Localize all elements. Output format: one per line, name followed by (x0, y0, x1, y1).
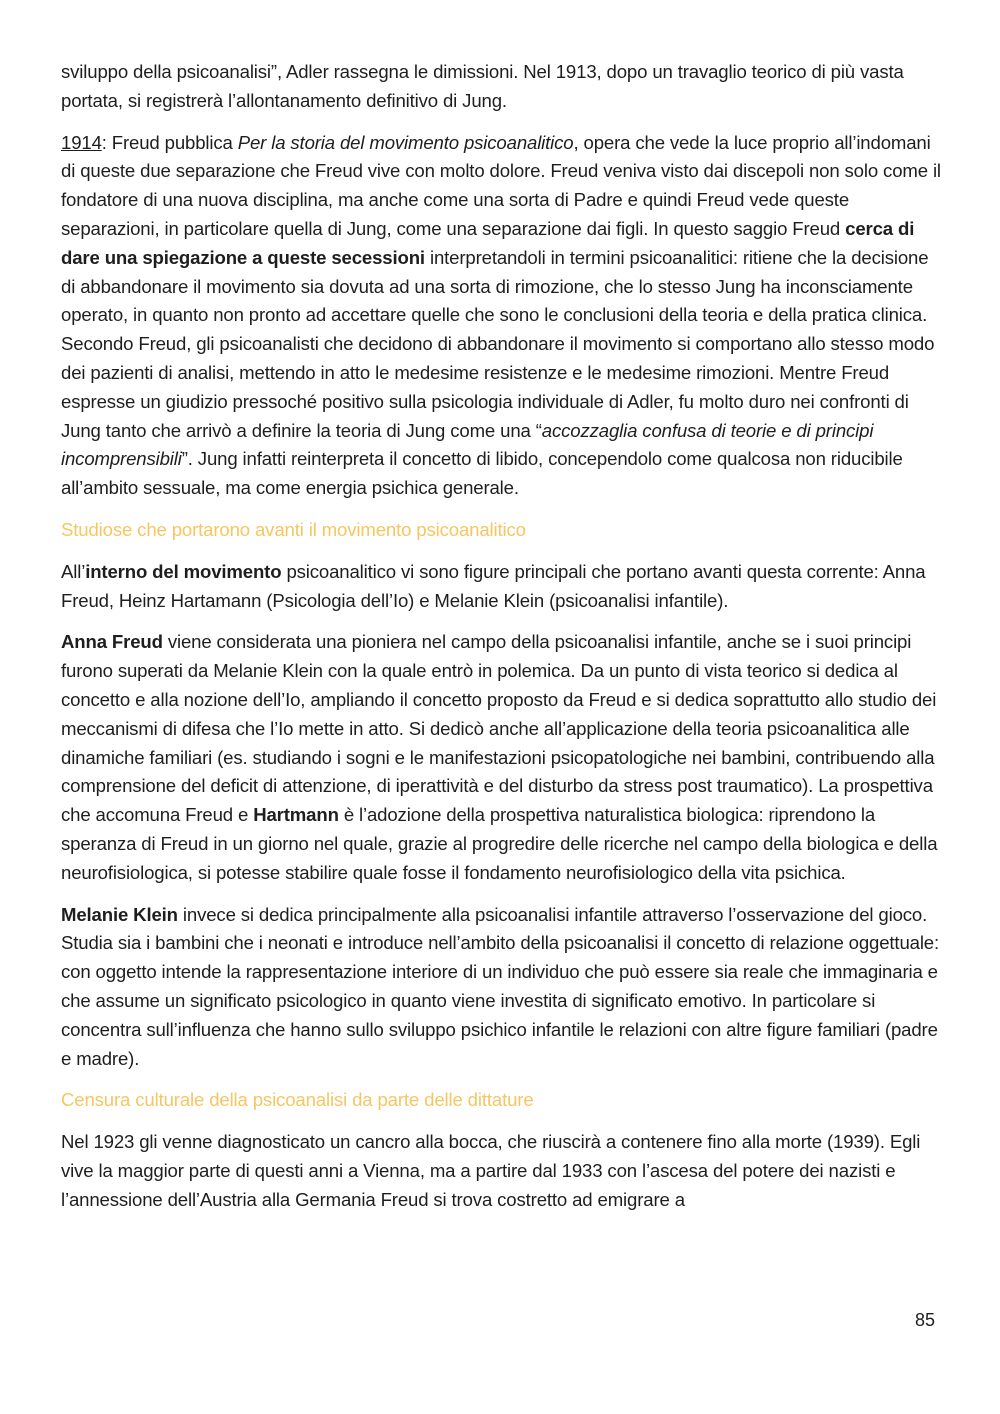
paragraph-1914 (61, 129, 941, 503)
paragraph-anna-freud (61, 628, 941, 887)
text-segment: , opera che vede la luce proprio all’indomani di queste due separazione che Freud vive con molto dolore. Freud veniva visto dai discepoli non solo come il fondatore di una nuova disciplina, ma anche come una sorta di Padre e quindi Freud vede queste separazioni, in particolare quella di Jung, come una separazione dai figli. In questo saggio Freud (61, 131, 941, 239)
text-segment: All’ (61, 560, 86, 582)
paragraph-movimento (61, 558, 941, 616)
paragraph-melanie-klein (61, 901, 941, 1074)
page-number: 85 (915, 1310, 936, 1330)
paragraph-1923 (61, 1128, 941, 1214)
name-hartmann: Hartmann (253, 804, 339, 826)
jung-quote: accozzaglia confusa di teorie e di principi incomprensibili (61, 419, 874, 470)
text-segment: interpretandoli in termini psicoanalitici: ritiene che la decisione di abbandonare il movimento sia dovuta ad una sorta di rimozione, che lo stesso Jung ha inconsciamente operato, in quanto non pronto ad accettare quelle che sono le conclusioni della teoria e della pratica clinica. Secondo Freud, gli psicoanalisti che decidono di abbandonare il movimento si comportano allo stesso modo dei pazienti di analisi, mettendo in atto le medesime resistenze e le medesime rimozioni. Mentre Freud espresse un giudizio pressoché positivo sulla psicologia individuale di Adler, fu molto duro nei confronti di Jung tanto che arrivò a definire la teoria di Jung come una “ (61, 246, 935, 441)
bold-phrase: cerca di dare una spiegazione a queste secessioni (61, 217, 915, 268)
year-1914: 1914 (61, 131, 102, 153)
book-title: Per la storia del movimento psicoanalitico (237, 131, 574, 153)
text-segment: viene considerata una pioniera nel campo della psicoanalisi infantile, anche se i suoi principi furono superati da Melanie Klein con la quale entrò in polemica. Da un punto di vista teorico si dedica al concetto e alla nozione dell’Io, ampliando il concetto proposto da Freud e si dedica soprattutto allo studio dei meccanismi di difesa che l’Io mette in atto. Si dedicò anche all’applicazione della teoria psicoanalitica alle dinamiche familiari (es. studiando i sogni e le manifestazioni psicopatologiche nei bambini, contribuendo alla comprensione del deficit di attenzione, di iperattività e del disturbo da stress post traumatico). La prospettiva che accomuna Freud e (61, 631, 937, 826)
paragraph-text: Nel 1923 gli venne diagnosticato un cancro alla bocca, che riuscirà a contenere fino alla morte (1939). Egli vive la maggior parte di questi anni a Vienna, ma a partire dal 1933 con l’ascesa del potere dei nazisti e l’annessione dell’Austria alla Germania Freud si trova costretto ad emigrare a (61, 1131, 921, 1210)
name-anna-freud: Anna Freud (61, 631, 163, 653)
text-segment: è l’adozione della prospettiva naturalistica biologica: riprendono la speranza di Freud in un giorno nel quale, grazie al progredire delle ricerche nel campo della biologica e della neurofisiologica, si potesse stabilire quale fosse il fondamento neurofisiologico della vita psichica. (61, 804, 938, 883)
section-heading-studiose: Studiose che portarono avanti il movimento psicoanalitico (61, 518, 526, 540)
text-segment: : Freud pubblica (101, 131, 238, 153)
bold-phrase: interno del movimento (85, 560, 282, 582)
text-segment: ”. Jung infatti reinterpreta il concetto di libido, concependolo come qualcosa non riducibile all’ambito sessuale, ma come energia psichica generale. (61, 448, 903, 499)
text-segment: psicoanalitico vi sono figure principali che portano avanti questa corrente: Anna Freud, Heinz Hartamann (Psicologia dell’Io) e Melanie Klein (psicoanalisi infantile). (61, 560, 926, 611)
paragraph-text: sviluppo della psicoanalisi”, Adler rassegna le dimissioni. Nel 1913, dopo un travaglio teorico di più vasta portata, si registrerà l’allontanamento definitivo di Jung. (61, 61, 904, 111)
page-body (61, 58, 941, 1227)
name-melanie-klein: Melanie Klein (61, 903, 178, 925)
text-segment: invece si dedica principalmente alla psicoanalisi infantile attraverso l’osservazione del gioco. Studia sia i bambini che i neonati e introduce nell’ambito della psicoanalisi il concetto di relazione oggettuale: con oggetto intende la rappresentazione interiore di un individuo che può essere sia reale che immaginaria e che assume un significato psicologico in quanto viene investita di significato emotivo. In particolare si concentra sull’influenza che hanno sullo sviluppo psichico infantile le relazioni con altre figure familiari (padre e madre). (61, 903, 940, 1069)
section-heading-censura: Censura culturale della psicoanalisi da parte delle dittature (61, 1089, 534, 1111)
paragraph-adler-jung (61, 58, 941, 116)
